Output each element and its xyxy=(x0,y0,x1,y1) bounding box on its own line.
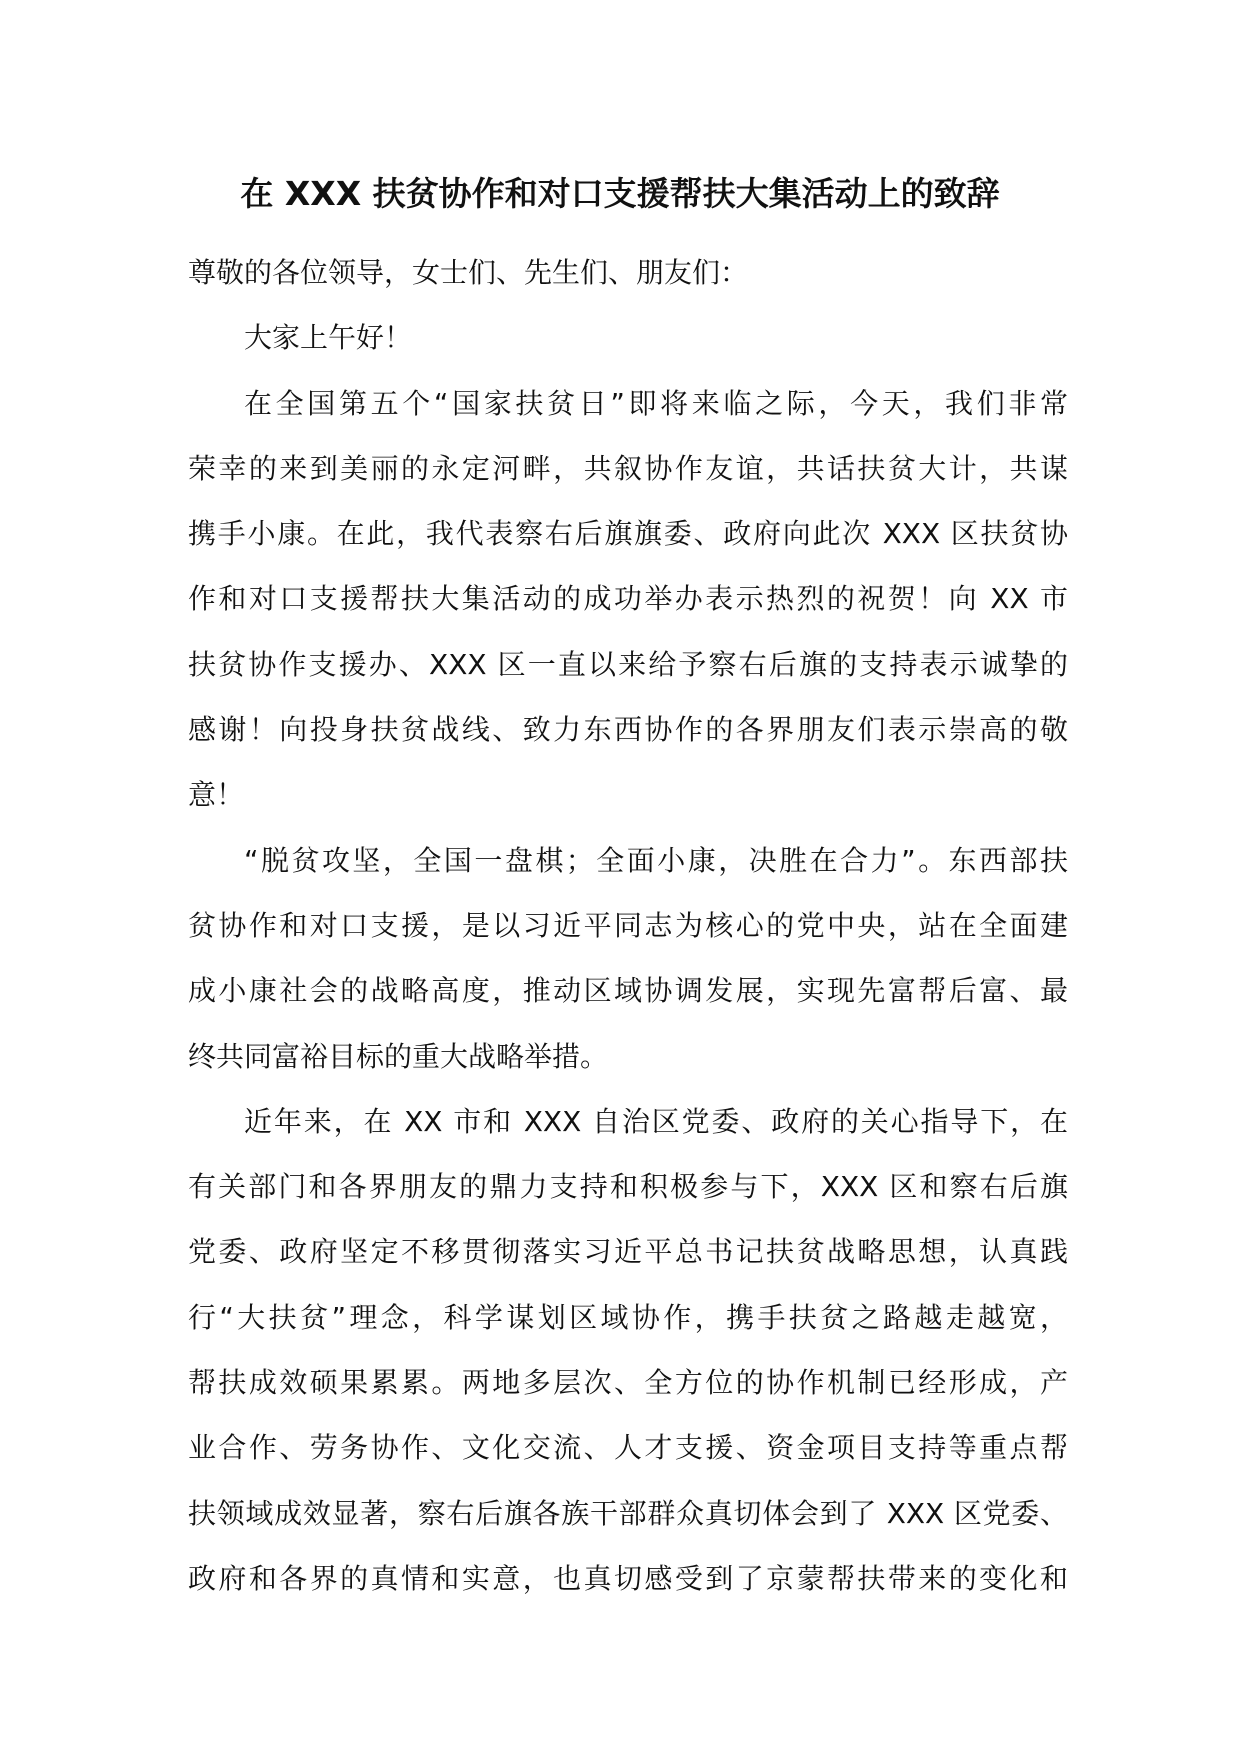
paragraph-line: 业合作、劳务协作、文化交流、人才支援、资金项目支持等重点帮 xyxy=(188,1431,1068,1465)
paragraph-line: 终共同富裕目标的重大战略举措。 xyxy=(188,1039,609,1073)
document-title: 在 XXX 扶贫协作和对口支援帮扶大集活动上的致辞 xyxy=(240,174,1000,213)
paragraph-line: 荣幸的来到美丽的永定河畔，共叙协作友谊，共话扶贫大计，共谋 xyxy=(188,451,1068,485)
salutation: 尊敬的各位领导，女士们、先生们、朋友们： xyxy=(188,256,749,289)
paragraph-line: “脱贫攻坚，全国一盘棋；全面小康，决胜在合力”。东西部扶 xyxy=(244,843,1068,877)
paragraph-3 xyxy=(188,1089,1068,1611)
paragraph-line: 感谢！向投身扶贫战线、致力东西协作的各界朋友们表示崇高的敬 xyxy=(188,713,1068,747)
paragraph-line: 帮扶成效硕果累累。两地多层次、全方位的协作机制已经形成，产 xyxy=(188,1366,1068,1400)
paragraph-line: 在全国第五个“国家扶贫日”即将来临之际，今天，我们非常 xyxy=(244,386,1068,420)
paragraph-line: 党委、政府坚定不移贯彻落实习近平总书记扶贫战略思想，认真践 xyxy=(188,1235,1068,1269)
paragraph-2 xyxy=(188,828,1068,1089)
paragraph-1 xyxy=(188,371,1068,828)
paragraph-line: 贫协作和对口支援，是以习近平同志为核心的党中央，站在全面建 xyxy=(188,908,1068,942)
paragraph-line: 作和对口支援帮扶大集活动的成功举办表示热烈的祝贺！向 XX 市 xyxy=(188,582,1068,616)
paragraph-line: 行“大扶贫”理念，科学谋划区域协作，携手扶贫之路越走越宽， xyxy=(188,1300,1068,1334)
document-body xyxy=(188,240,1068,1611)
paragraph-line: 有关部门和各界朋友的鼎力支持和积极参与下，XXX 区和察右后旗 xyxy=(188,1170,1068,1204)
paragraph-line: 携手小康。在此，我代表察右后旗旗委、政府向此次 XXX 区扶贫协 xyxy=(188,517,1068,551)
paragraph-line: 扶领域成效显著，察右后旗各族干部群众真切体会到了 XXX 区党委、 xyxy=(188,1496,1068,1530)
paragraph-line: 意！ xyxy=(188,778,245,812)
greeting: 大家上午好！ xyxy=(244,321,413,355)
paragraph-line: 近年来，在 XX 市和 XXX 自治区党委、政府的关心指导下，在 xyxy=(244,1104,1068,1138)
paragraph-line: 扶贫协作支援办、XXX 区一直以来给予察右后旗的支持表示诚挚的 xyxy=(188,647,1068,681)
paragraph-line: 政府和各界的真情和实意，也真切感受到了京蒙帮扶带来的变化和 xyxy=(188,1561,1068,1595)
paragraph-line: 成小康社会的战略高度，推动区域协调发展，实现先富帮后富、最 xyxy=(188,974,1068,1008)
